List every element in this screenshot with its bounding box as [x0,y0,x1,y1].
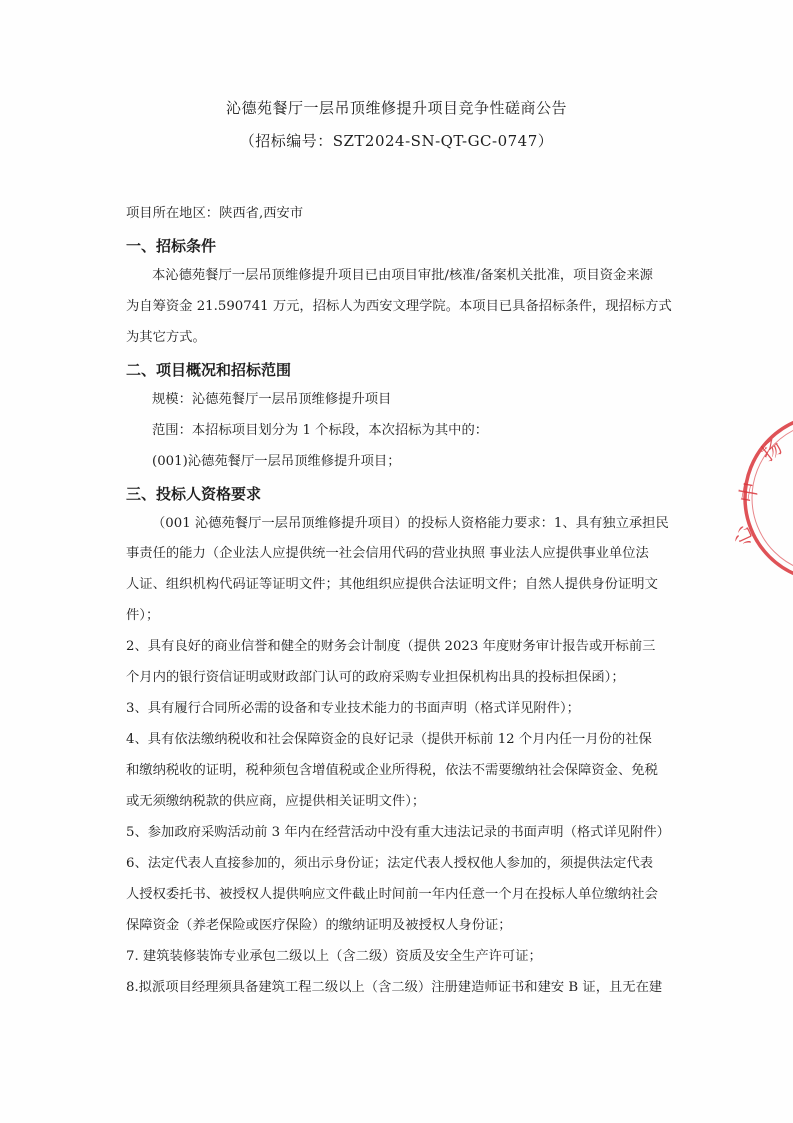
project-scope: 范围：本招标项目划分为 1 个标段，本次招标为其中的： [152,423,489,438]
qualification-line: 或无须缴纳税款的供应商，应提供相关证明文件）； [126,794,426,809]
qualification-line: 5、参加政府采购活动前 3 年内在经营活动中没有重大违法记录的书面声明（格式详见附件） [126,825,670,840]
tender-number: （招标编号：SZT2024-SN-QT-GC-0747） [239,132,554,150]
qualification-line: 3、具有履行合同所必需的设备和专业技术能力的书面声明（格式详见附件）； [126,701,580,716]
lot-item: (001)沁德苑餐厅一层吊顶维修提升项目； [152,454,401,469]
qualification-line: 6、法定代表人直接参加的，须出示身份证；法定代表人授权他人参加的，须提供法定代表 [126,856,654,871]
qualification-line: 人证、组织机构代码证等证明文件；其他组织应提供合法证明文件；自然人提供身份证明文 [126,577,658,592]
seal-char: 心 [728,521,759,551]
qualification-line: （001 沁德苑餐厅一层吊顶维修提升项目）的投标人资格能力要求：1、具有独立承担民 [152,516,669,531]
official-seal-stamp [728,410,793,585]
seal-char: 中 [735,480,763,505]
qualification-line: 4、具有依法缴纳税收和社会保障资金的良好记录（提供开标前 12 个月内任一月份的社保 [126,732,652,747]
project-scale: 规模：沁德苑餐厅一层吊顶维修提升项目 [152,392,392,407]
seal-char: 扬 [756,434,787,466]
qualification-line: 人授权委托书、被授权人提供响应文件截止时间前一年内任意一个月在投标人单位缴纳社会 [126,887,658,902]
qualification-line: 2、具有良好的商业信誉和健全的财务会计制度（提供 2023 年度财务审计报告或开标前三 [126,639,656,654]
section-heading-3: 三、投标人资格要求 [126,485,262,503]
qualification-line: 8.拟派项目经理须具备建筑工程二级以上（含二级）注册建造师证书和建安 B 证，且无在建 [126,980,663,995]
section-1-line: 为自筹资金 21.590741 万元，招标人为西安文理学院。本项目已具备招标条件，现招标方式 [126,299,672,314]
qualification-line: 7. 建筑装修装饰专业承包二级以上（含二级）资质及安全生产许可证； [126,949,542,964]
qualification-line: 事责任的能力（企业法人应提供统一社会信用代码的营业执照 事业法人应提供事业单位法 [126,546,649,561]
qualification-line: 保障资金（养老保险或医疗保险）的缴纳证明及被授权人身份证； [126,918,512,933]
section-1-line: 本沁德苑餐厅一层吊顶维修提升项目已由项目审批/核准/备案机关批准，项目资金来源 [152,268,653,283]
qualification-line: 个月内的银行资信证明或财政部门认可的政府采购专业担保机构出具的投标担保函）； [126,670,625,685]
qualification-line: 件）； [126,608,160,623]
section-heading-1: 一、招标条件 [126,237,217,255]
section-1-line: 为其它方式。 [126,330,206,345]
seal-graphic [728,410,793,585]
document-title: 沁德苑餐厅一层吊顶维修提升项目竞争性磋商公告 [225,99,567,117]
qualification-line: 和缴纳税收的证明，税种须包含增值税或企业所得税，依法不需要缴纳社会保障资金、免税 [126,763,658,778]
project-region: 项目所在地区：陕西省,西安市 [126,206,304,221]
section-heading-2: 二、项目概况和招标范围 [126,361,292,379]
